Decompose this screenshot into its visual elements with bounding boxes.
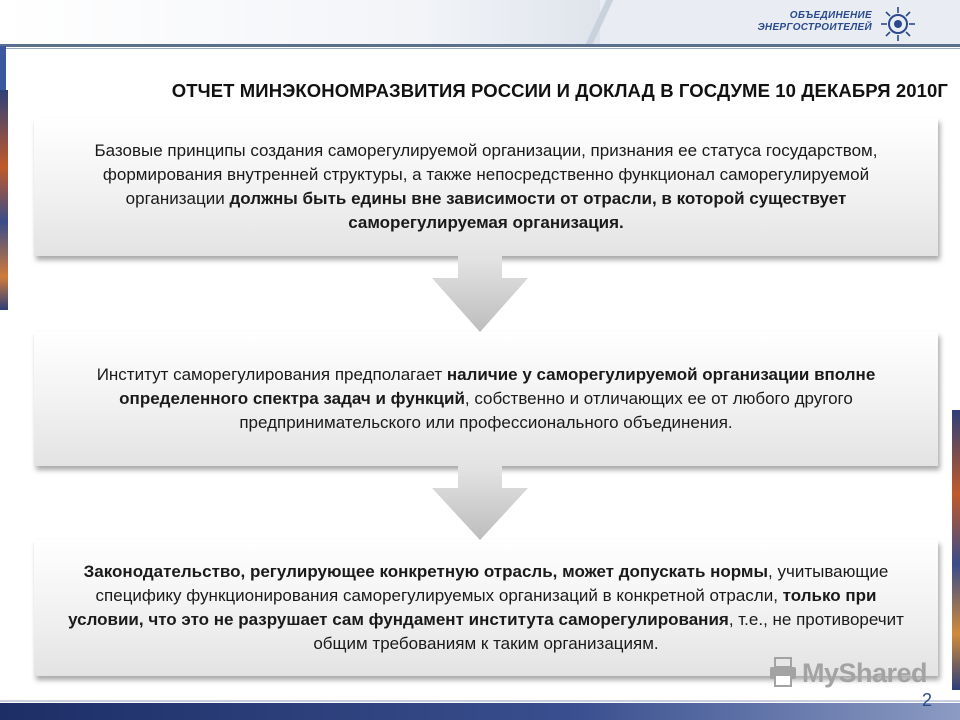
down-arrow-icon [432,256,528,334]
page-number: 2 [922,690,933,710]
logo-line-1: ОБЪЕДИНЕНИЕ [789,10,872,21]
box-1-text [58,139,914,235]
principle-box-2 [34,332,938,466]
emphasis-text: наличие у саморегулируемой организации вполне определенного спектра задач и функций [119,365,876,408]
emphasis-text: только при условии, что это не разрушает сам фундамент института саморегулирования [68,586,877,629]
down-arrow-icon [432,466,528,542]
body-text: , собственно и отличающих ее от любого другого предпринимательского или профессионального объединения. [239,389,853,432]
emphasis-text: Законодательство, регулирующее конкретную отрасль, может допускать нормы [83,562,769,581]
footer-rule [0,700,960,702]
header-stripe [0,0,600,46]
emphasis-text: должны быть едины вне зависимости от отрасли, в которой существует саморегулируемая организация. [229,189,847,232]
footer-bar [0,703,960,720]
header-diagonal [560,0,640,46]
printer-icon [768,656,798,688]
slide-title: ОТЧЕТ МИНЭКОНОМРАЗВИТИЯ РОССИИ И ДОКЛАД В ГОСДУМЕ 10 ДЕКАБРЯ 2010Г [171,80,948,101]
right-decorative-strip [952,410,960,690]
sun-emblem-icon [880,6,916,42]
watermark [768,656,928,692]
body-text: , т.е., не противоречит общим требованиям к таким организациям. [313,610,904,653]
logo-line-2: ЭНЕРГОСТРОИТЕЛЕЙ [757,22,872,33]
watermark-text: MyShared [802,658,928,688]
body-text: , учитывающие специфику функционирования саморегулируемых организаций в конкретной отрасли, [95,562,889,605]
header-rule-thin [0,48,960,49]
box-2-text [58,363,914,435]
body-text: Базовые принципы создания саморегулируемой организации, признания ее статуса государством, формирования внутренней структуры, а также непосредственно функционал саморегулируемой организации [94,141,878,208]
left-decorative-strip [0,90,8,310]
header-rule [0,44,960,47]
principle-box-1 [34,118,938,256]
body-text: Институт саморегулирования предполагает [96,365,447,384]
company-logo [736,6,916,40]
logo-text [757,10,872,34]
box-3-text [58,560,914,656]
